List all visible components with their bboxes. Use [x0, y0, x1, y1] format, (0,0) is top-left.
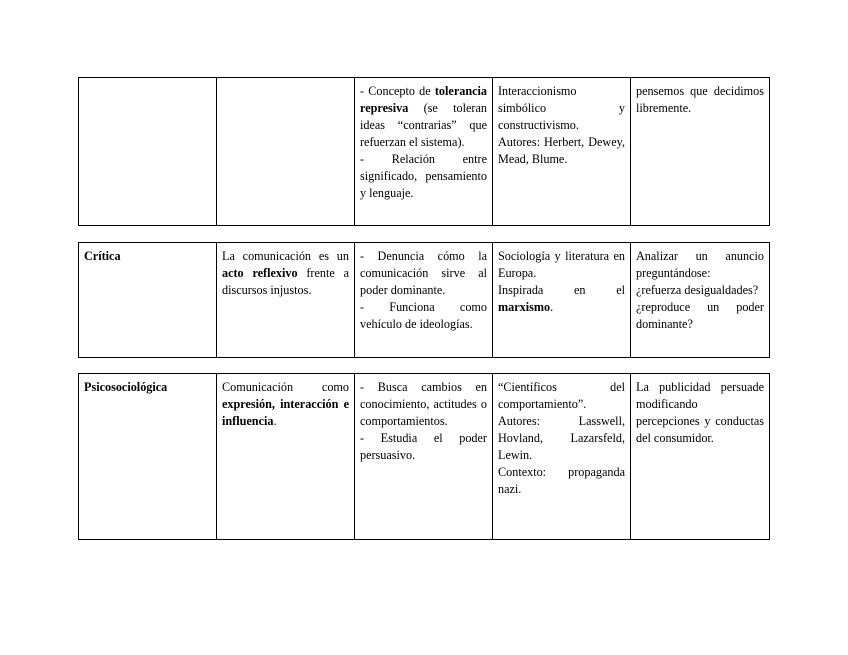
cell-characteristics — [355, 78, 493, 226]
bold-text: tolerancia represiva — [360, 84, 487, 115]
text-run: - Concepto de — [360, 84, 435, 98]
cell-definition — [217, 374, 355, 540]
text-run: frente a discursos injustos. — [222, 266, 349, 297]
bold-text: marxismo — [498, 300, 551, 314]
text-run: - Busca cambios en conocimiento, actitudes o comportamientos. - Estudia el poder persuasivo. — [360, 380, 487, 462]
text-run: . — [550, 300, 554, 314]
cell-definition — [217, 243, 355, 358]
table-row — [79, 243, 770, 358]
table-continuation — [78, 77, 770, 226]
table-critica — [78, 242, 770, 358]
bold-text: Crítica — [84, 249, 121, 263]
cell-approach — [79, 243, 217, 358]
table-row — [79, 374, 770, 540]
bold-text: acto reflexivo — [222, 266, 298, 280]
text-run: (se toleran ideas “contrarias” que refuerzan el sistema). - Relación entre significado, pensamiento y lenguaje. — [360, 101, 487, 200]
text-run: . — [273, 414, 277, 428]
cell-origin — [493, 78, 631, 226]
bold-text: Psicosociológica — [84, 380, 168, 394]
text-run: La comunicación es un — [222, 249, 349, 263]
text-run: - Denuncia cómo la comunicación sirve al poder dominante. - Funciona como vehículo de ideologías. — [360, 249, 487, 331]
cell-characteristics — [355, 243, 493, 358]
cell-approach — [79, 374, 217, 540]
cell-origin — [493, 374, 631, 540]
text-run: Comunicación como — [222, 380, 349, 394]
cell-example — [631, 78, 770, 226]
bold-text: expresión, interacción e influencia — [222, 397, 349, 428]
cell-example — [631, 374, 770, 540]
text-run: pensemos que decidimos libremente. — [636, 84, 764, 115]
cell-example — [631, 243, 770, 358]
cell-approach — [79, 78, 217, 226]
text-run: Interaccionismo simbólico y constructivismo. Autores: Herbert, Dewey, Mead, Blume. — [498, 84, 625, 166]
cell-origin — [493, 243, 631, 358]
text-run: “Científicos del comportamiento”. Autores: Lasswell, Hovland, Lazarsfeld, Lewin. Contexto: propaganda nazi. — [498, 380, 625, 496]
cell-definition — [217, 78, 355, 226]
text-run: Sociología y literatura en Europa. Inspirada en el — [498, 249, 625, 297]
table-psicosociologica — [78, 373, 770, 540]
table-row — [79, 78, 770, 226]
text-run: Analizar un anuncio preguntándose: ¿refuerza desigualdades? ¿reproduce un poder dominante? — [636, 249, 764, 331]
cell-characteristics — [355, 374, 493, 540]
text-run: La publicidad persuade modificando percepciones y conductas del consumidor. — [636, 380, 764, 445]
